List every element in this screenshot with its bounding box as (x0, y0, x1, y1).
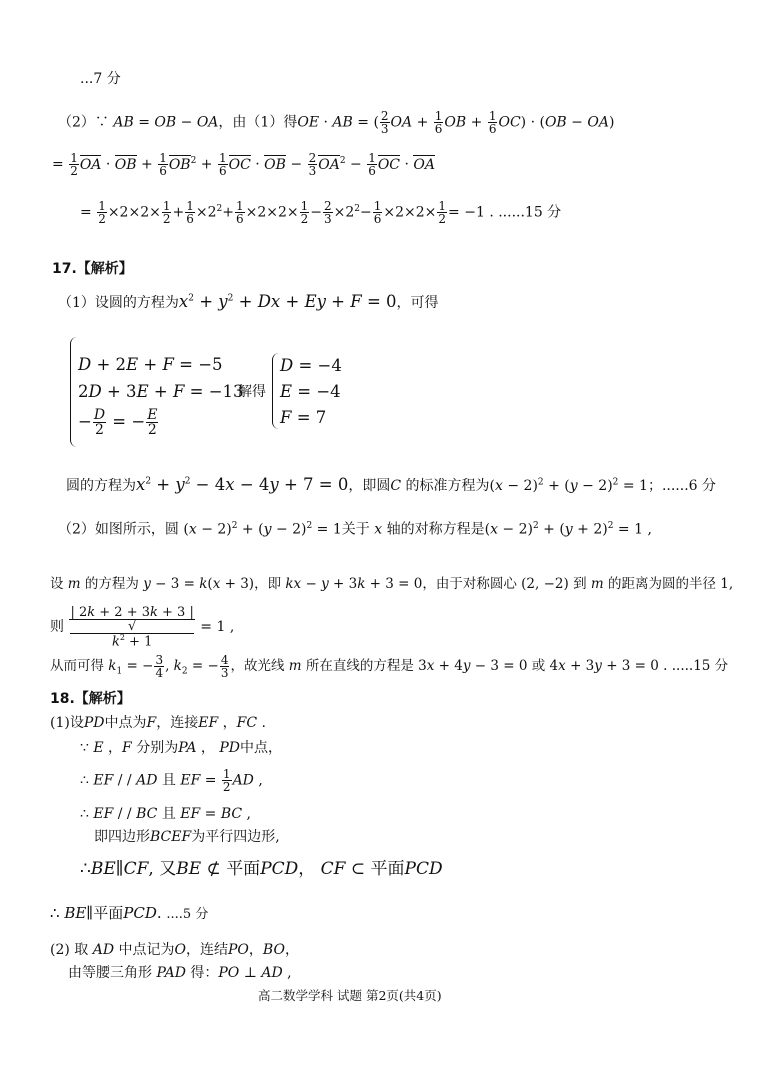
page-footer: 高二数学学科 试题 第2页(共4页) (258, 988, 442, 1003)
q17-part1-line: （1）设圆的方程为$x^2 + y^2 + Dx + Ey + F = 0$，可得 (58, 292, 439, 311)
q18-line-5: 即四边形BCEF为平行四边形, (94, 829, 280, 845)
vector-line-1: （2）∵ AB = OB − OA，由（1）得OE · AB = ( $\frac{2}{3}$ OA + $\frac{1}{6}$ OB + $\frac{1}{6}$ OC) · (OB − OA) (58, 109, 615, 136)
q18-line-8: (2) 取 AD 中点记为O，连结PO，BO， (50, 942, 299, 958)
equation-1: D + 2E + F = −5 (78, 355, 223, 374)
q18-line-7: ∴ BE∥平面PCD. ....5 分 (50, 904, 209, 922)
q18-line-9: 由等腰三角形 PAD 得：PO ⊥ AD , (68, 965, 292, 981)
line-m-equation: 设 m 的方程为 y − 3 = k(x + 3)，即 kx − y + 3k + 3 = 0，由于对称圆心 (2, −2) 到 m 的距离为圆的半径 1, (50, 576, 734, 592)
q17-part2-line: （2）如图所示，圆 $(x - 2)^2 + (y - 2)^2 = 1$关于 x 轴的对称方程是$(x - 2)^2 + (y + 2)^2 = 1$ , (58, 521, 652, 538)
q18-title: 18.【解析】 (50, 691, 131, 707)
equation-3: − $\frac{D}{2}$ = − $\frac{E}{2}$ (78, 407, 158, 438)
q17-title: 17.【解析】 (52, 261, 133, 277)
system-brace-left (70, 337, 77, 447)
solution-e: E = −4 (280, 382, 341, 401)
q18-line-6: ∴BE∥CF, 又BE ⊄ 平面PCD， CF ⊂ 平面PCD (80, 859, 443, 879)
solution-d: D = −4 (280, 356, 342, 375)
vector-line-3: = $\frac{1}{2}$ ×2×2× $\frac{1}{2}$ + $\frac{1}{6}$ $\times 2^2+$ $\frac{1}{6}$ ×2×2× $\frac{1}{2}$ − $\frac{2}{3}$ $\times 2^2-$ $\frac{1}{6}$ ×2×2× $\frac{1}{2}$ = −1 . ......15 分 (80, 199, 562, 226)
system-brace-right (272, 353, 279, 429)
q18-line-2: ∵ E ，F 分别为PA ， PD中点， (80, 740, 283, 756)
solve-label: 解得 (238, 384, 266, 400)
slopes-result: 从而可得 $k_1$ = − $\frac{3}{4}$ , $k_2$ = − $\frac{4}{3}$ ，故光线 m 所在直线的方程是 3x + 4y − 3 = 0 或 4x + 3y + 3 = 0 . .....15 分 (50, 653, 729, 680)
score-line-7: ...7 分 (80, 71, 121, 87)
vector-line-2: = $\frac{1}{2}$ OA · OB + $\frac{1}{6}$ $OB^2$ + $\frac{1}{6}$ OC · OB − $\frac{2}{3}$ $OA^2$ − $\frac{1}{6}$ OC · OA (52, 151, 435, 178)
distance-formula: 则 | 2k + 2 + 3k + 3 | √ $k^2 + 1$ = 1 , (50, 605, 235, 650)
q18-line-1: (1)设PD中点为F，连接EF ，FC . (50, 715, 266, 731)
equation-2: 2D + 3E + F = −13 (78, 382, 244, 401)
solution-f: F = 7 (280, 408, 327, 427)
q18-line-4: ∴ EF / / BC 且 EF = BC , (80, 806, 252, 822)
circle-equation-line: 圆的方程为$x^2 + y^2 - 4x - 4y + 7 = 0$，即圆C 的标准方程为$(x - 2)^2 + (y - 2)^2 = 1$；......6 分 (66, 475, 717, 494)
q18-line-3: ∴ EF / / AD 且 EF = $\frac{1}{2}$ AD , (80, 767, 263, 794)
